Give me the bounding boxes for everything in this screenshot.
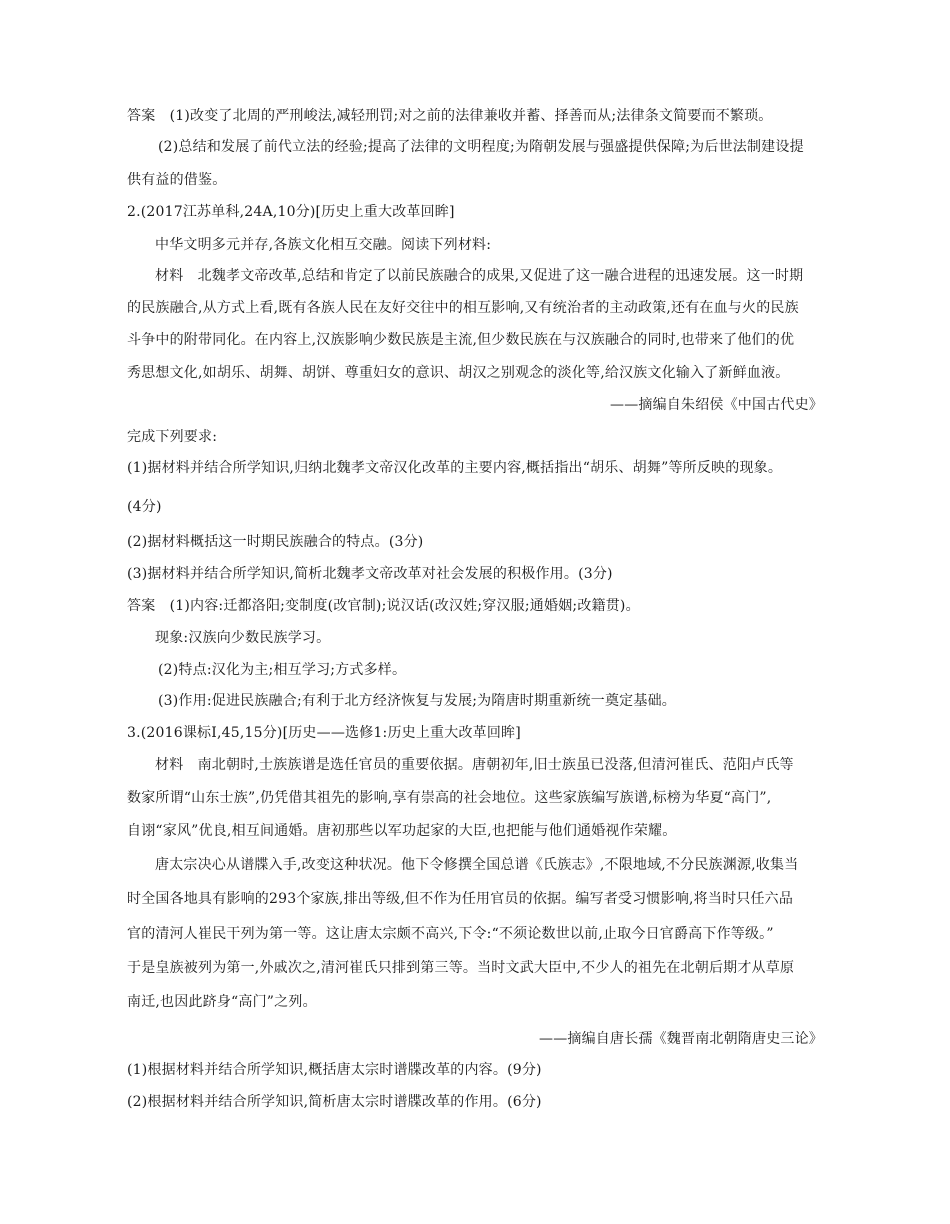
answer-line: (2)特点:汉化为主;相互学习;方式多样。	[158, 662, 407, 678]
answer-1-line: 答案 (1)改变了北周的严刑峻法,减轻刑罚;对之前的法律兼收并蓄、择善而从;法律条文简要而不繁琐。	[127, 108, 773, 124]
material-line: 斗争中的附带同化。在内容上,汉族影响少数民族是主流,但少数民族在与汉族融合的同时,也带来了他们的优	[127, 332, 795, 348]
source-citation: ——摘编自朱绍侯《中国古代史》	[610, 397, 823, 413]
question-2-header: 2.(2017江苏单科,24A,10分)[历史上重大改革回眸]	[127, 204, 455, 220]
material-line: 秀思想文化,如胡乐、胡舞、胡饼、尊重妇女的意识、胡汉之别观念的淡化等,给汉族文化输入了新鲜血液。	[127, 365, 790, 381]
sub-question-2: (2)据材料概括这一时期民族融合的特点。(3分)	[127, 534, 424, 550]
answer-line: 答案 (1)内容:迁都洛阳;变制度(改官制);说汉话(改汉姓;穿汉服;通婚姻;改籍贯)。	[127, 598, 640, 614]
material-line: 南迁,也因此跻身“高门”之列。	[127, 994, 317, 1010]
sub-question-3: (3)据材料并结合所学知识,简析北魏孝文帝改革对社会发展的积极作用。(3分)	[127, 566, 613, 582]
answer-2-line: (2)总结和发展了前代立法的经验;提高了法律的文明程度;为隋朝发展与强盛提供保障;为后世法制建设提	[158, 139, 804, 155]
material-line: 材料 南北朝时,士族族谱是选任官员的重要依据。唐朝初年,旧士族虽已没落,但清河崔氏、范阳卢氏等	[155, 757, 794, 773]
sub-question-1-score: (4分)	[127, 499, 162, 515]
source-citation: ——摘编自唐长孺《魏晋南北朝隋唐史三论》	[539, 1031, 823, 1047]
question-3-header: 3.(2016课标Ⅰ,45,15分)[历史——选修1:历史上重大改革回眸]	[127, 725, 521, 741]
question-2-intro: 中华文明多元并存,各族文化相互交融。阅读下列材料:	[155, 237, 492, 253]
requirements-heading: 完成下列要求:	[127, 429, 218, 445]
material-line: 材料 北魏孝文帝改革,总结和肯定了以前民族融合的成果,又促进了这一融合进程的迅速发展。这一时期	[155, 268, 804, 284]
material-line: 数家所谓“山东士族”,仍凭借其祖先的影响,享有崇高的社会地位。这些家族编写族谱,标榜为华夏“高门”,	[127, 790, 772, 806]
sub-question-1: (1)据材料并结合所学知识,归纳北魏孝文帝汉化改革的主要内容,概括指出“胡乐、胡舞”等所反映的现象。	[127, 460, 783, 476]
material-line: 自诩“家风”优良,相互间通婚。唐初那些以军功起家的大臣,也把能与他们通婚视作荣耀。	[127, 823, 677, 839]
answer-2-continuation: 供有益的借鉴。	[127, 172, 227, 188]
sub-question-2: (2)根据材料并结合所学知识,简析唐太宗时谱牒改革的作用。(6分)	[127, 1094, 542, 1110]
material-line: 时全国各地具有影响的293个家族,排出等级,但不作为任用官员的依据。编写者受习惯影响,将当时只任六品	[127, 891, 794, 907]
sub-question-1: (1)根据材料并结合所学知识,概括唐太宗时谱牒改革的内容。(9分)	[127, 1062, 542, 1078]
answer-line: (3)作用:促进民族融合;有利于北方经济恢复与发展;为隋唐时期重新统一奠定基础。	[158, 693, 676, 709]
material-line: 唐太宗决心从谱牒入手,改变这种状况。他下令修撰全国总谱《氏族志》,不限地域,不分民族渊源,收集当	[155, 857, 799, 873]
material-line: 于是皇族被列为第一,外戚次之,清河崔氏只排到第三等。当时文武大臣中,不少人的祖先在北朝后期才从草原	[127, 960, 795, 976]
answer-line: 现象:汉族向少数民族学习。	[155, 630, 331, 646]
material-line: 官的清河人崔民干列为第一等。这让唐太宗颇不高兴,下令:“不须论数世以前,止取今日官爵高下作等级。”	[127, 926, 774, 942]
material-line: 的民族融合,从方式上看,既有各族人民在友好交往中的相互影响,又有统治者的主动政策,还有在血与火的民族	[127, 300, 799, 316]
